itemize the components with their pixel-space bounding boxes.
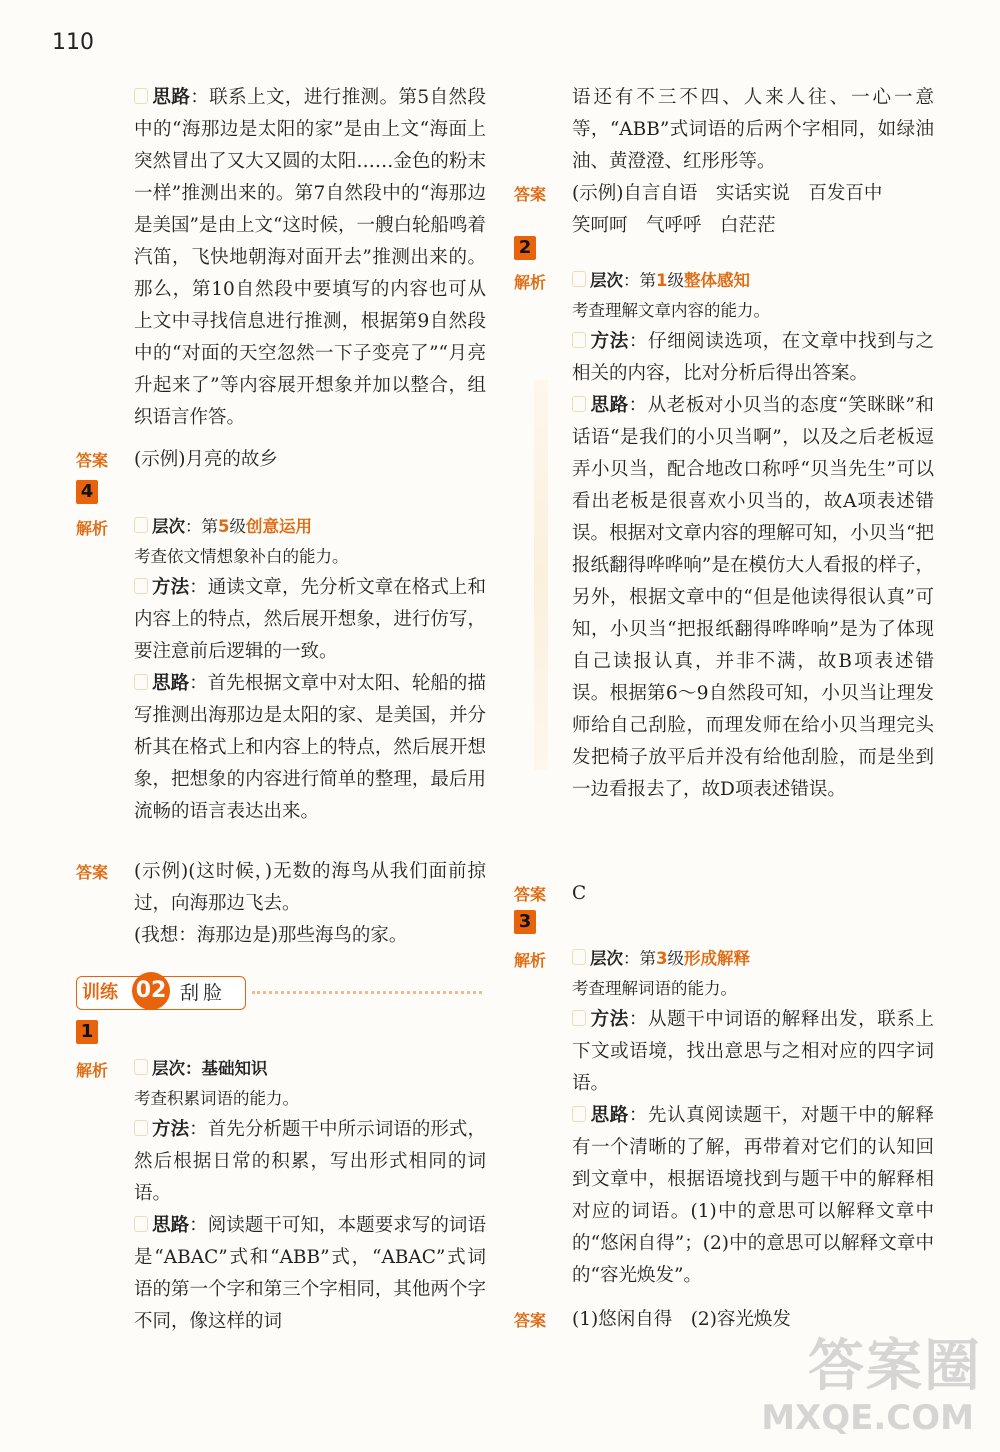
analysis-body	[134, 512, 486, 828]
answer-body	[134, 856, 486, 952]
analysis-body	[134, 1054, 486, 1338]
step-marker-icon	[572, 271, 586, 287]
watermark-logo: 答案圈	[808, 1334, 982, 1399]
analysis-tag: 解析	[514, 951, 547, 970]
method-text: ：从题干中词语的解释出发，联系上下文或语境，找出意思与之相对应的四字词语。	[572, 1009, 934, 1094]
answer-body	[572, 178, 934, 242]
idea-text: ：从老板对小贝当的态度“笑眯眯”和话语“是我们的小贝当啊”，以及之后老板逗弄小贝当，配合地改口称呼“贝当先生”可以看出老板是很喜欢小贝当的，故A项表述错误。根据对文章内容的理解可知，小贝当“把报纸翻得哗哗响”是在模仿大人看报的样子，另外，根据文章中的“但是他读得很认真”可知，小贝当“把报纸翻得哗哗响”是为了体现自己读报认真，并非不满，故B项表述错误。根据第6～9自然段可知，小贝当让理发师给自己刮脸，而理发师在给小贝当理完头发把椅子放平后并没有给他刮脸，而是坐到一边看报去了，故D项表述错误。	[572, 395, 934, 800]
step-marker-icon	[572, 332, 586, 348]
right-q2-number-block	[514, 236, 934, 260]
step-marker-icon	[134, 88, 148, 104]
answer-text: C	[572, 883, 587, 904]
ability-text: 考查理解词语的能力。	[572, 979, 737, 998]
level-name: 整体感知	[683, 271, 750, 290]
idea-label: 思路	[152, 673, 190, 694]
section-header	[76, 972, 486, 1012]
step-marker-icon	[572, 1106, 586, 1122]
level-text: ：基础知识	[185, 1059, 268, 1078]
question-number-badge: 1	[76, 1020, 98, 1044]
answer-tag: 答案	[76, 863, 109, 882]
analysis-tag: 解析	[76, 1061, 109, 1080]
idea-continuation: 语还有不三不四、人来人往、一心一意等，“ABB”式词语的后两个字相同，如绿油油、黄澄澄、红彤彤等。	[572, 87, 934, 172]
method-text: ：仔细阅读选项，在文章中找到与之相关的内容，比对分析后得出答案。	[572, 331, 934, 384]
step-marker-icon	[572, 1010, 586, 1026]
answer-tag: 答案	[514, 885, 547, 904]
level-prefix: ：第	[185, 517, 218, 536]
watermark	[752, 1322, 982, 1442]
answer-tag: 答案	[514, 1311, 547, 1330]
answer-line: (我想：海那边是)那些海鸟的家。	[134, 925, 408, 946]
method-label: 方法	[152, 577, 190, 598]
idea-label: 思路	[152, 1215, 190, 1236]
answer-text: (1)悠闲自得 (2)容光焕发	[572, 1309, 791, 1330]
analysis-body	[572, 944, 934, 1292]
right-q3-number-block	[514, 910, 934, 934]
answer-tag: 答案	[76, 451, 109, 470]
level-number: 3	[656, 949, 668, 968]
level-suffix: 级	[229, 517, 246, 536]
ability-text: 考查理解文章内容的能力。	[572, 301, 770, 320]
step-marker-icon	[134, 1059, 148, 1075]
method-text: ：通读文章，先分析文章在格式上和内容上的特点，然后展开想象，进行仿写，要注意前后逻辑的一致。	[134, 577, 486, 662]
analysis-body	[572, 266, 934, 806]
step-marker-icon	[572, 949, 586, 965]
ability-text: 考查依文情想象补白的能力。	[134, 547, 349, 566]
answer-tag: 答案	[514, 185, 547, 204]
level-number: 1	[656, 271, 668, 290]
level-label: 层次	[152, 1059, 185, 1078]
ability-text: 考查积累词语的能力。	[134, 1089, 299, 1108]
analysis-tag: 解析	[514, 273, 547, 292]
step-marker-icon	[572, 396, 586, 412]
watermark-url: MXQE.COM	[761, 1398, 974, 1438]
level-prefix: ：第	[623, 271, 656, 290]
question-number-badge: 4	[76, 480, 98, 504]
idea-label: 思路	[590, 1105, 629, 1126]
left-q3-idea-paragraph	[134, 82, 486, 434]
step-marker-icon	[134, 578, 148, 594]
step-marker-icon	[134, 1120, 148, 1136]
step-marker-icon	[134, 674, 148, 690]
level-prefix: ：第	[623, 949, 656, 968]
level-name: 形成解释	[683, 949, 750, 968]
step-marker-icon	[134, 517, 148, 533]
page-number: 110	[52, 30, 94, 55]
section-label: 训练	[82, 982, 118, 1003]
answer-line: 笑呵呵 气呼呼 白茫茫	[572, 215, 776, 236]
idea-text: ：阅读题干可知，本题要求写的词语是“ABAC”式和“ABB”式，“ABAC”式词语的第一个字和第三个字相同，其他两个字不同，像这样的词	[134, 1215, 486, 1332]
section-dotted-rule	[252, 991, 482, 994]
idea-text: ：先认真阅读题干，对题干中的解释有一个清晰的了解，再带着对它们的认知回到文章中，根据语境找到与题干中的解释相对应的词语。(1)中的意思可以解释文章中的“悠闲自得”；(2)中的意思可以解释文章中的“容光焕发”。	[572, 1105, 934, 1286]
level-label: 层次	[152, 517, 185, 536]
method-label: 方法	[590, 1009, 629, 1030]
question-number-badge: 2	[514, 236, 536, 260]
method-label: 方法	[152, 1119, 190, 1140]
step-marker-icon	[134, 1216, 148, 1232]
idea-text: ：首先根据文章中对太阳、轮船的描写推测出海那边是太阳的家、是美国，并分析其在格式上和内容上的特点，然后展开想象，把想象的内容进行简单的整理，最后用流畅的语言表达出来。	[134, 673, 486, 822]
level-label: 层次	[590, 949, 623, 968]
level-suffix: 级	[667, 271, 684, 290]
section-title: 刮脸	[180, 982, 227, 1004]
left-q1-number-block	[76, 1020, 486, 1044]
section-number-circle: 02	[132, 972, 170, 1010]
level-label: 层次	[590, 271, 623, 290]
answer-text: (示例)月亮的故乡	[134, 449, 278, 470]
level-number: 5	[218, 517, 230, 536]
method-text: ：首先分析题干中所示词语的形式，然后根据日常的积累，写出形式相同的词语。	[134, 1119, 486, 1204]
left-q4-number-block	[76, 480, 486, 504]
decorative-side-bar	[534, 380, 548, 770]
level-name: 创意运用	[245, 517, 312, 536]
idea-label: 思路	[152, 87, 191, 108]
answer-line: (示例)(这时候，)无数的海鸟从我们面前掠过，向海那边飞去。	[134, 861, 486, 914]
method-label: 方法	[590, 331, 629, 352]
level-suffix: 级	[667, 949, 684, 968]
analysis-tag: 解析	[76, 519, 109, 538]
idea-label: 思路	[590, 395, 629, 416]
idea-text: ：联系上文，进行推测。第5自然段中的“海那边是太阳的家”是由上文“海面上突然冒出了又大又圆的太阳……金色的粉末一样”推测出来的。第7自然段中的“海那边是美国”是由上文“这时候，一艘白轮船鸣着汽笛，飞快地朝海对面开去”推测出来的。那么，第10自然段中要填写的内容也可从上文中寻找信息进行推测，根据第9自然段中的“对面的天空忽然一下子变亮了”“月亮升起来了”等内容展开想象并加以整合，组织语言作答。	[134, 87, 486, 428]
question-number-badge: 3	[514, 910, 536, 934]
answer-line: (示例)自言自语 实话实说 百发百中	[572, 183, 883, 204]
